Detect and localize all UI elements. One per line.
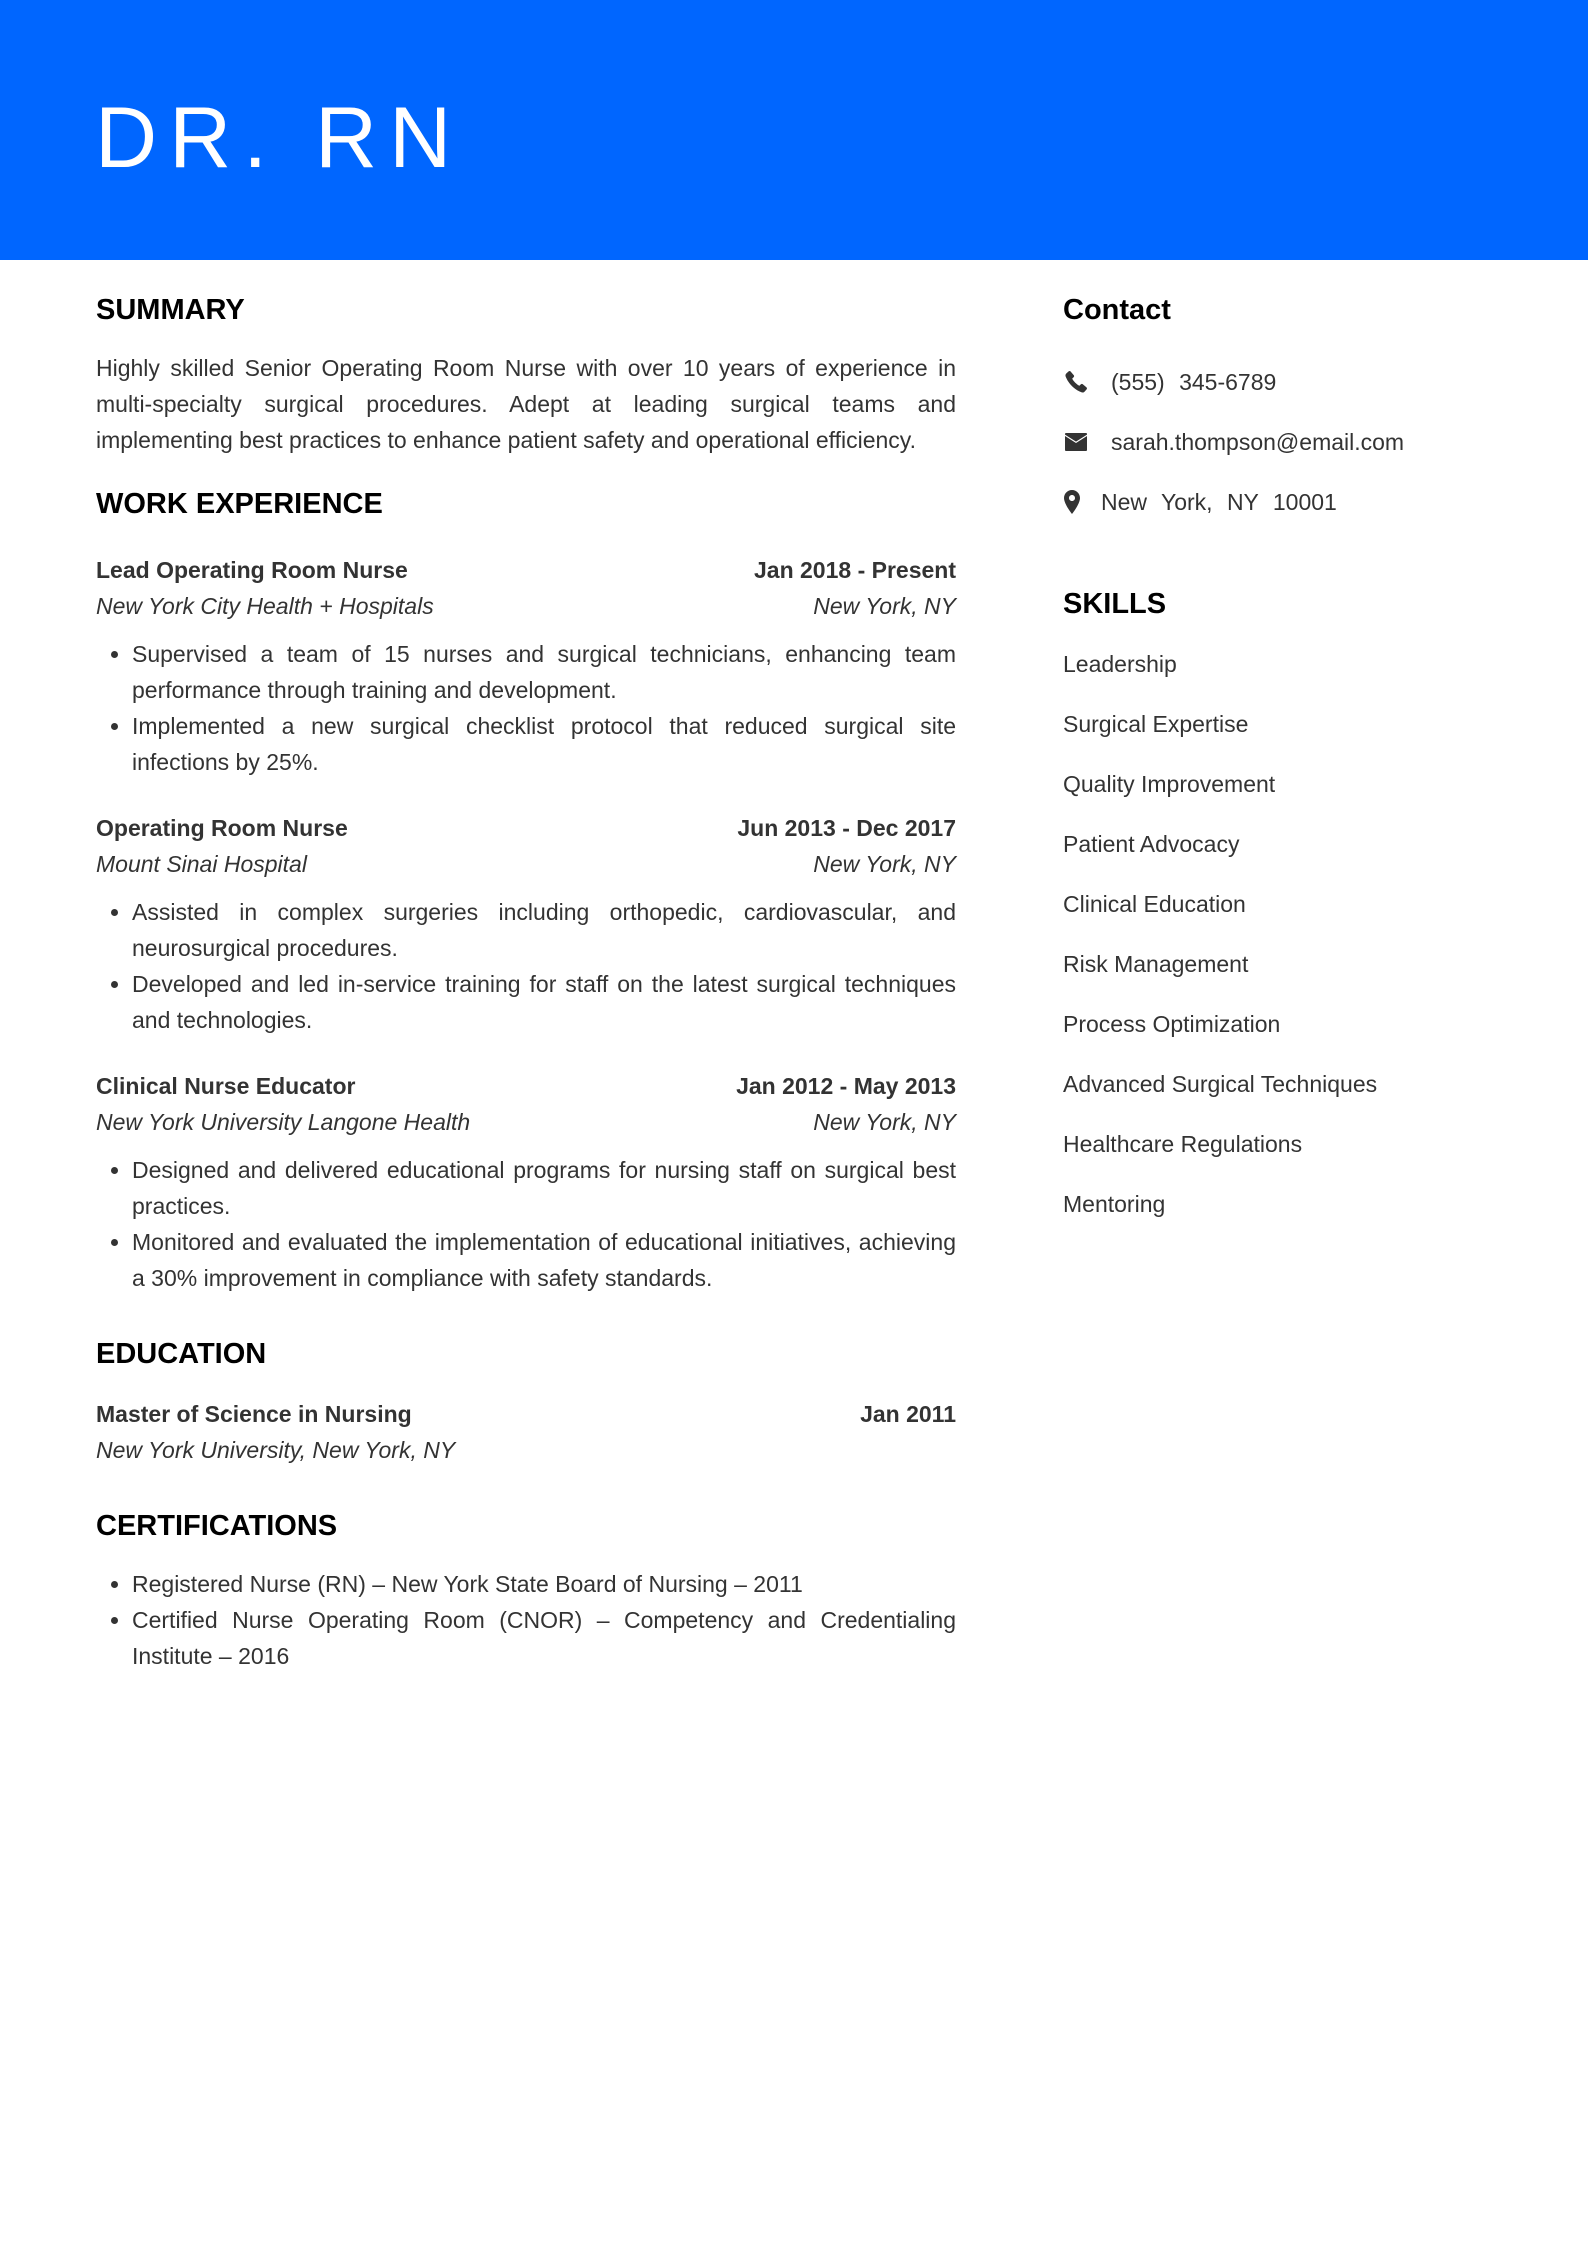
job-bullets	[96, 894, 956, 1038]
education-date: Jan 2011	[860, 1401, 956, 1427]
summary-text: Highly skilled Senior Operating Room Nurse with over 10 years of experience in multi-specialty surgical procedures. Adept at leading surgical teams and implementing best practices to enhance patient safety and operational efficiency.	[96, 355, 956, 453]
skill-item: Patient Advocacy	[1063, 831, 1240, 857]
phone-icon	[1063, 369, 1089, 395]
job-entry	[96, 1068, 956, 1296]
summary-title: SUMMARY	[96, 294, 245, 326]
job-title: Lead Operating Room Nurse	[96, 557, 408, 583]
certification-item: • Certified Nurse Operating Room (CNOR) – Competency and Credentialing Institute – 2016	[132, 1602, 956, 1674]
job-location: New York, NY	[813, 593, 956, 619]
location-text: New York, NY 10001	[1101, 488, 1337, 515]
contact-location	[1063, 472, 1523, 532]
certifications-title: CERTIFICATIONS	[96, 1510, 338, 1542]
email-address[interactable]: sarah.thompson@email.com	[1111, 428, 1405, 455]
map-marker-icon	[1063, 489, 1081, 515]
education-degree: Master of Science in Nursing	[96, 1401, 412, 1427]
certification-item: • Registered Nurse (RN) – New York State Board of Nursing – 2011	[132, 1566, 956, 1602]
job-organization: New York University Langone Health	[96, 1109, 471, 1135]
job-location: New York, NY	[813, 1109, 956, 1135]
education-section	[96, 1334, 956, 1468]
education-school: New York University, New York, NY	[96, 1437, 456, 1463]
skill-item: Leadership	[1063, 651, 1177, 677]
contact-title: Contact	[1063, 294, 1171, 326]
job-organization: Mount Sinai Hospital	[96, 851, 307, 877]
certifications-section	[96, 1506, 956, 1674]
candidate-name: DR. RN	[95, 90, 464, 186]
skill-item: Process Optimization	[1063, 1011, 1281, 1037]
job-entry	[96, 810, 956, 1038]
skills-title: SKILLS	[1063, 588, 1167, 620]
phone-number[interactable]: (555) 345-6789	[1111, 368, 1277, 395]
job-bullet: • Assisted in complex surgeries including orthopedic, cardiovascular, and neurosurgical procedures.	[132, 894, 956, 966]
skill-item: Quality Improvement	[1063, 771, 1276, 797]
skill-item: Clinical Education	[1063, 891, 1246, 917]
job-dates: Jan 2018 - Present	[753, 557, 956, 583]
job-bullet: • Implemented a new surgical checklist protocol that reduced surgical site infections by 25%.	[132, 708, 956, 780]
job-dates: Jan 2012 - May 2013	[736, 1073, 956, 1099]
header-banner	[0, 0, 1588, 260]
skill-item: Healthcare Regulations	[1063, 1131, 1303, 1157]
job-bullet: • Monitored and evaluated the implementation of educational initiatives, achieving a 30% improvement in compliance with safety standards.	[132, 1224, 956, 1296]
education-entry	[96, 1396, 956, 1468]
job-organization: New York City Health + Hospitals	[96, 593, 434, 619]
skills-list	[1063, 646, 1523, 1246]
education-title: EDUCATION	[96, 1338, 267, 1370]
work-experience-title: WORK EXPERIENCE	[96, 488, 383, 520]
contact-list	[1063, 352, 1523, 532]
job-title: Clinical Nurse Educator	[96, 1073, 356, 1099]
skill-item: Advanced Surgical Techniques	[1063, 1071, 1378, 1097]
sidebar-column	[1063, 290, 1523, 1246]
job-bullet: • Developed and led in-service training for staff on the latest surgical techniques and technologies.	[132, 966, 956, 1038]
job-entry	[96, 552, 956, 780]
main-column	[96, 290, 956, 1674]
skill-item: Mentoring	[1063, 1191, 1166, 1217]
envelope-icon	[1063, 429, 1089, 455]
job-bullet: • Supervised a team of 15 nurses and surgical technicians, enhancing team performance through training and development.	[132, 636, 956, 708]
skill-item: Surgical Expertise	[1063, 711, 1249, 737]
job-location: New York, NY	[813, 851, 956, 877]
contact-phone	[1063, 352, 1523, 412]
certifications-list	[96, 1566, 956, 1674]
job-dates: Jun 2013 - Dec 2017	[737, 815, 956, 841]
job-bullets	[96, 1152, 956, 1296]
job-bullets	[96, 636, 956, 780]
skill-item: Risk Management	[1063, 951, 1249, 977]
job-title: Operating Room Nurse	[96, 815, 348, 841]
job-bullet: • Designed and delivered educational programs for nursing staff on surgical best practices.	[132, 1152, 956, 1224]
contact-email	[1063, 412, 1523, 472]
